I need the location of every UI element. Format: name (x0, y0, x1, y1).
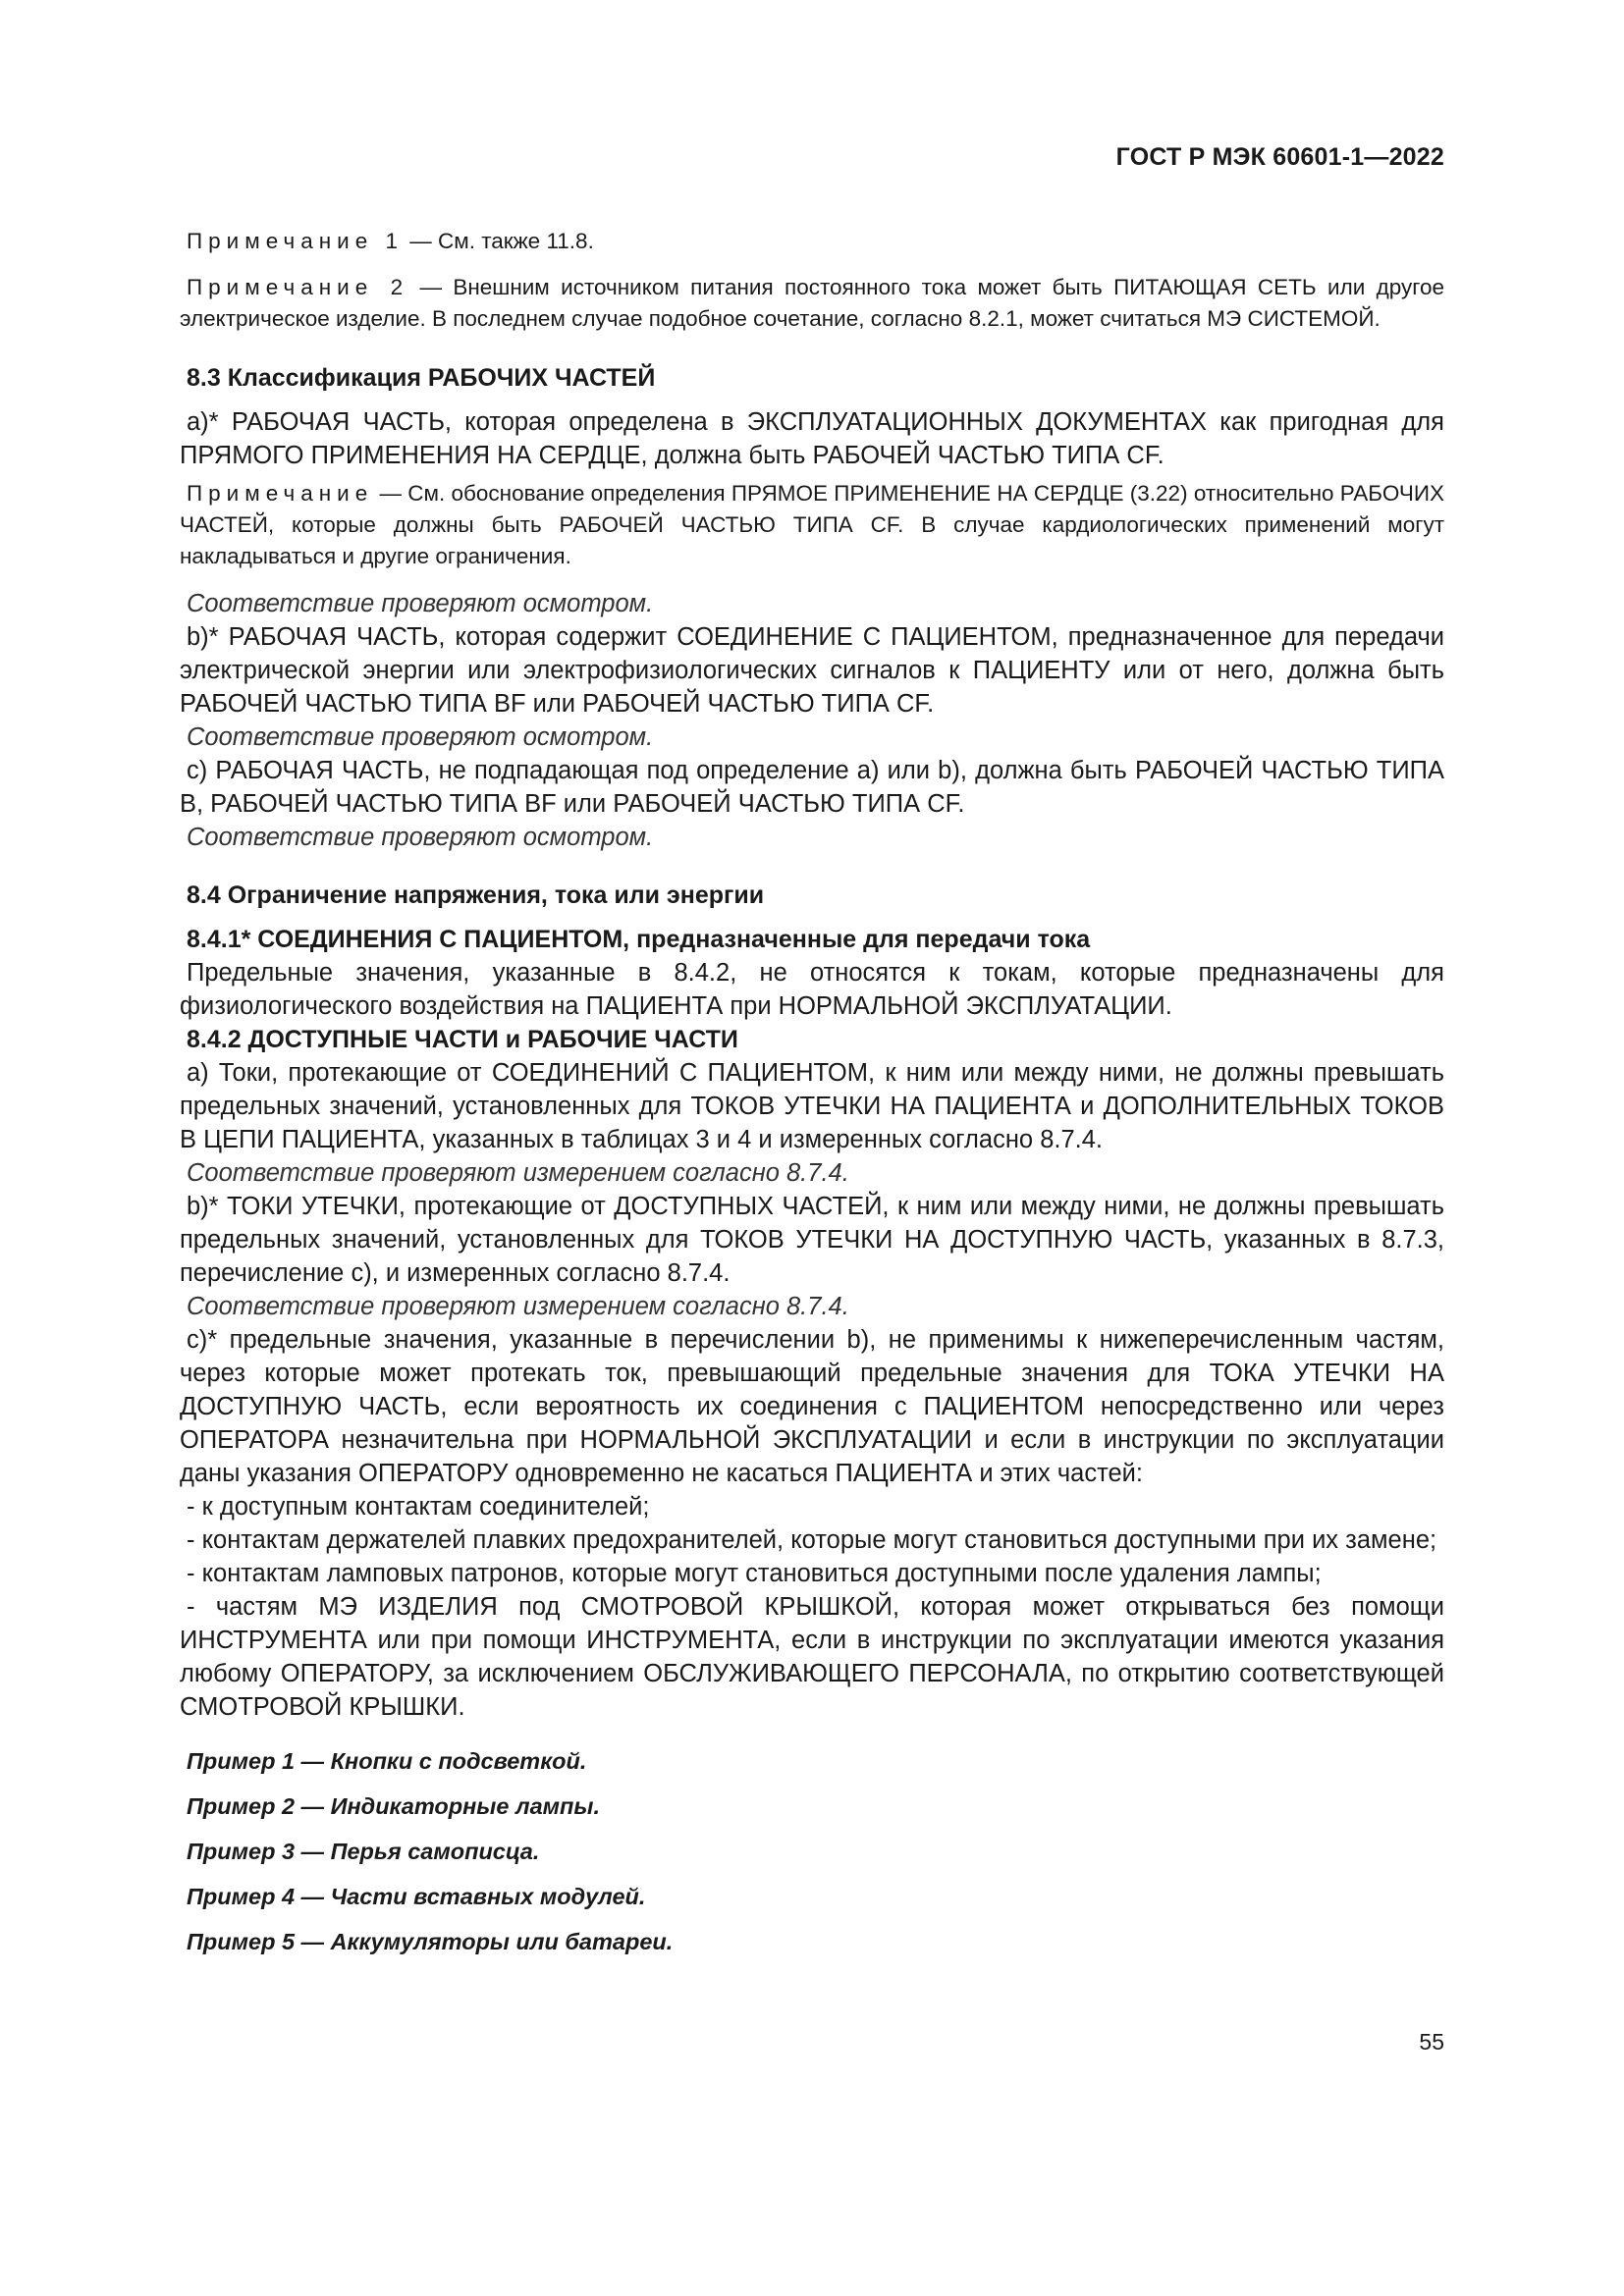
example-item: Пример 5 — Аккумуляторы или батареи. (187, 1929, 674, 1954)
list-item: - частям МЭ ИЗДЕЛИЯ под СМОТРОВОЙ КРЫШКОЙ, которая может открываться без помощи ИНСТРУМЕНТА или при помощи ИНСТРУМЕНТА, если в инструкции по эксплуатации имеются указания любому ОПЕРАТОРУ, за исключением ОБСЛУЖИВАЮЩЕГО ПЕРСОНАЛА, по открытию соответствующей СМОТРОВОЙ КРЫШКИ. (180, 1593, 1444, 1721)
note-1 (180, 226, 1444, 257)
subsection-heading-8-4-2: 8.4.2 ДОСТУПНЫЕ ЧАСТИ и РАБОЧИЕ ЧАСТИ (187, 1026, 738, 1053)
paragraph-8-3-a: а)* РАБОЧАЯ ЧАСТЬ, которая определена в ЭКСПЛУАТАЦИОННЫХ ДОКУМЕНТАХ как пригодная для ПРЯМОГО ПРИМЕНЕНИЯ НА СЕРДЦЕ, должна быть РАБОЧЕЙ ЧАСТЬЮ ТИПА CF. (180, 408, 1444, 469)
paragraph-8-3-b: b)* РАБОЧАЯ ЧАСТЬ, которая содержит СОЕДИНЕНИЕ С ПАЦИЕНТОМ, предназначенное для передачи электрической энергии или электрофизиологических сигналов к ПАЦИЕНТУ или от него, должна быть РАБОЧЕЙ ЧАСТЬЮ ТИПА BF или РАБОЧЕЙ ЧАСТЬЮ ТИПА CF. (180, 623, 1444, 718)
paragraph-8-4-2-b: b)* ТОКИ УТЕЧКИ, протекающие от ДОСТУПНЫХ ЧАСТЕЙ, к ним или между ними, не должны превышать предельных значений, установленных для ТОКОВ УТЕЧКИ НА ДОСТУПНУЮ ЧАСТЬ, указанных в 8.7.3, перечисление с), и измеренных согласно 8.7.4. (180, 1193, 1444, 1287)
section-heading-8-3: 8.3 Классификация РАБОЧИХ ЧАСТЕЙ (187, 364, 656, 392)
example-item: Пример 4 — Части вставных модулей. (187, 1884, 646, 1909)
paragraph-8-3-c: c) РАБОЧАЯ ЧАСТЬ, не подпадающая под определение а) или b), должна быть РАБОЧЕЙ ЧАСТЬЮ ТИПА В, РАБОЧЕЙ ЧАСТЬЮ ТИПА BF или РАБОЧЕЙ ЧАСТЬЮ ТИПА CF. (180, 757, 1444, 818)
subsection-heading-8-4-1: 8.4.1* СОЕДИНЕНИЯ С ПАЦИЕНТОМ, предназначенные для передачи тока (187, 926, 1091, 953)
example-item: Пример 3 — Перья самописца. (187, 1839, 540, 1864)
list-item: - контактам ламповых патронов, которые могут становиться доступными после удаления лампы; (187, 1560, 1322, 1587)
section-heading-8-4: 8.4 Ограничение напряжения, тока или энергии (187, 881, 765, 909)
list-item: - к доступным контактам соединителей; (187, 1493, 650, 1521)
document-header-title: ГОСТ Р МЭК 60601-1—2022 (1115, 143, 1444, 171)
list-item: - контактам держателей плавких предохранителей, которые могут становиться доступными при их замене; (187, 1526, 1437, 1554)
note-text: — Внешним источником питания постоянного тока может быть ПИТАЮЩАЯ СЕТЬ или другое электрическое изделие. В последнем случае подобное сочетание, согласно 8.2.1, может считаться МЭ СИСТЕМОЙ. (180, 275, 1445, 331)
note-8-3 (180, 478, 1444, 572)
example-item: Пример 1 — Кнопки с подсветкой. (187, 1748, 587, 1774)
paragraph-8-4-2-c: c)* предельные значения, указанные в перечислении b), не применимы к нижеперечисленным частям, через которые может протекать ток, превышающий предельные значения для ТОКА УТЕЧКИ НА ДОСТУПНУЮ ЧАСТЬ, если вероятность их соединения с ПАЦИЕНТОМ непосредственно или через ОПЕРАТОРА незначительна при НОРМАЛЬНОЙ ЭКСПЛУАТАЦИИ и если в инструкции по эксплуатации даны указания ОПЕРАТОРУ одновременно не касаться ПАЦИЕНТА и этих частей: (180, 1326, 1444, 1487)
note-2 (180, 272, 1444, 335)
note-text: — См. обоснование определения ПРЯМОЕ ПРИМЕНЕНИЕ НА СЕРДЦЕ (3.22) относительно РАБОЧИХ ЧАСТЕЙ, которые должны быть РАБОЧЕЙ ЧАСТЬЮ ТИПА CF. В случае кардиологических применений могут накладываться и другие ограничения. (180, 481, 1444, 568)
compliance-text: Соответствие проверяют осмотром. (187, 590, 654, 617)
compliance-text: Соответствие проверяют измерением согласно 8.7.4. (187, 1293, 849, 1320)
paragraph-8-4-2-a: а) Токи, протекающие от СОЕДИНЕНИЙ С ПАЦИЕНТОМ, к ним или между ними, не должны превышать предельных значений, установленных для ТОКОВ УТЕЧКИ НА ПАЦИЕНТА и ДОПОЛНИТЕЛЬНЫХ ТОКОВ В ЦЕПИ ПАЦИЕНТА, указанных в таблицах 3 и 4 и измеренных согласно 8.7.4. (180, 1059, 1444, 1153)
compliance-text: Соответствие проверяют осмотром. (187, 723, 654, 751)
page-number: 55 (1419, 2029, 1444, 2055)
note-label: Примечание 2 (187, 275, 409, 299)
compliance-text: Соответствие проверяют измерением согласно 8.7.4. (187, 1159, 849, 1187)
note-label: Примечание 1 (187, 229, 404, 253)
paragraph-8-4-1: Предельные значения, указанные в 8.4.2, не относятся к токам, которые предназначены для физиологического воздействия на ПАЦИЕНТА при НОРМАЛЬНОЙ ЭКСПЛУАТАЦИИ. (180, 959, 1444, 1020)
compliance-text: Соответствие проверяют осмотром. (187, 824, 654, 851)
example-item: Пример 2 — Индикаторные лампы. (187, 1793, 601, 1819)
note-text: — См. также 11.8. (404, 229, 594, 253)
page-content (180, 226, 1444, 1957)
note-label: Примечание (187, 481, 374, 506)
